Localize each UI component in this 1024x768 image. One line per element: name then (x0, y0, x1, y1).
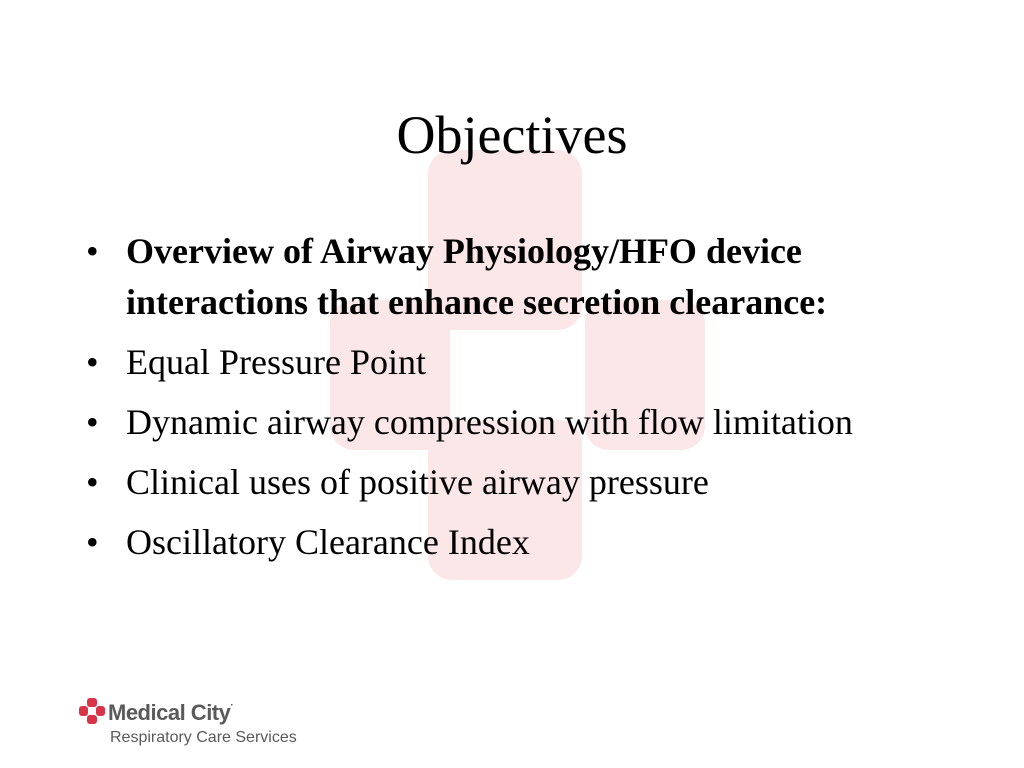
bullet-text: Clinical uses of positive airway pressure (126, 462, 709, 502)
bullet-text: Dynamic airway compression with flow limitation (126, 402, 853, 442)
medical-city-logo (78, 697, 338, 757)
bullet-dot: • (86, 231, 99, 271)
bullet-item (84, 397, 964, 448)
bullet-text: Equal Pressure Point (126, 342, 426, 382)
logo-name (108, 700, 233, 726)
bullet-item (84, 457, 964, 508)
bullet-item (84, 337, 964, 388)
bullet-list (84, 226, 964, 577)
bullet-item (84, 517, 964, 568)
logo-trademark: · (230, 700, 234, 711)
medical-cross-icon (78, 697, 106, 725)
bullet-dot: • (86, 402, 99, 442)
logo-subtitle: Respiratory Care Services (110, 729, 297, 746)
bullet-item (84, 226, 964, 328)
bullet-dot: • (86, 462, 99, 502)
bullet-dot: • (86, 342, 99, 382)
logo-name-text: Medical City (108, 700, 231, 725)
slide-title: Objectives (396, 105, 628, 165)
bullet-text: Oscillatory Clearance Index (126, 522, 530, 562)
bullet-text: Overview of Airway Physiology/HFO device interactions that enhance secretion clearance: (126, 231, 828, 322)
bullet-dot: • (86, 522, 99, 562)
